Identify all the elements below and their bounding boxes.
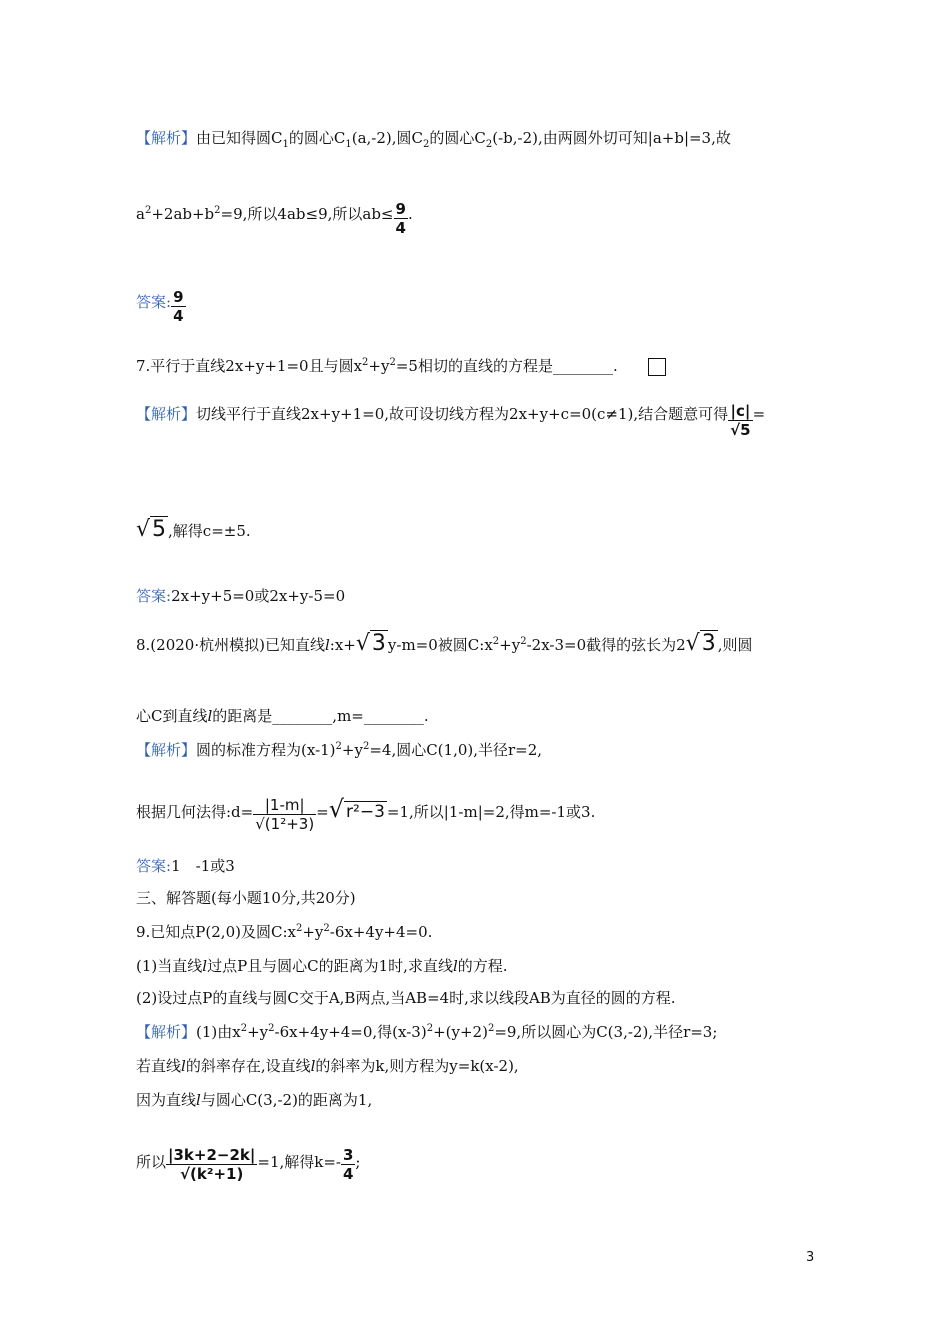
fraction: $\frac{3}{4}$ (342, 1146, 354, 1183)
question-9: 9.已知点P(2,0)及圆$C:x^2+y^2-6x+4y+4=0$. (136, 923, 433, 941)
sqrt-5: √5 (136, 517, 167, 542)
fraction: $\frac{9}{4}$ (395, 200, 406, 237)
answer-6: 答案: $\frac{9}{4}$ (136, 288, 184, 325)
page-number: 3 (806, 1250, 815, 1265)
fraction: $\frac{9}{4}$ (173, 288, 184, 325)
solution-9-line-4: 所以 $\frac{|3k+2-2k|}{\text{√(k²+1)}}$ =1,解得k=- $\frac{3}{4}$ ; (136, 1146, 361, 1183)
answer-7: 答案:2x+y+5=0或2x+y-5=0 (136, 587, 346, 605)
question-8-line-2: 心C到直线l的距离是________,m=________. (136, 707, 429, 725)
solution-7-line-1: 【解析】切线平行于直线2x+y+1=0,故可设切线方程为2x+y+c=0(c≠1),结合题意可得 $\frac{|c|}{√5}$ = (136, 402, 766, 439)
solution-9-line-1: 【解析】(1)由$x^2+y^2-6x+4y+4=0$,得$(x-3)^2+(y+2)^2=9$,所以圆心为C(3,-2),半径r=3; (136, 1023, 718, 1041)
question-7: 7.平行于直线2x+y+1=0且与圆$x^2+y^2=5$相切的直线的方程是________. (136, 356, 666, 376)
question-9-part-1: (1)当直线l过点P且与圆心C的距离为1时,求直线l的方程. (136, 957, 508, 975)
fraction: $\frac{|1-m|}{\text{√(1²+3)}}$ (255, 796, 315, 833)
answer-8: 答案:1 -1或3 (136, 857, 235, 875)
solution-6-line-2: $a^2+2ab+b^2=9$,所以4ab≤9,所以ab≤ $\frac{9}{4}$ . (136, 200, 413, 237)
fraction: $\frac{|3k+2-2k|}{\text{√(k²+1)}}$ (168, 1146, 256, 1183)
section-heading: 三、解答题(每小题10分,共20分) (136, 889, 356, 907)
checkbox-icon (648, 358, 666, 376)
solution-9-line-3: 因为直线l与圆心C(3,-2)的距离为1, (136, 1091, 373, 1109)
question-9-part-2: (2)设过点P的直线与圆C交于A,B两点,当AB=4时,求以线段AB为直径的圆的方程. (136, 989, 676, 1007)
fraction: $\frac{|c|}{√5}$ (730, 402, 751, 439)
question-8-line-1: 8.(2020·杭州模拟)已知直线l:x+√3 y-m=0被圆$C:x^2+y^2-2x-3=0$截得的弦长为2√3 ,则圆 (136, 631, 753, 656)
solution-7-line-2: √5 ,解得c=±5. (136, 517, 251, 542)
solution-6-line-1: 【解析】由已知得圆$C_1$的圆心$C_1(a,-2)$,圆$C_2$的圆心$C_2(-b,-2)$,由两圆外切可知|a+b|=3,故 (136, 129, 731, 150)
solution-9-line-2: 若直线l的斜率存在,设直线l的斜率为k,则方程为y=k(x-2), (136, 1057, 519, 1075)
solution-8-line-1: 【解析】圆的标准方程为$(x-1)^2+y^2=4$,圆心C(1,0),半径r=2, (136, 741, 543, 759)
solution-tag: 【解析】 (136, 129, 197, 147)
solution-8-line-2: 根据几何法得:d= $\frac{|1-m|}{\text{√(1²+3)}}$ =√ r²−3 =1,所以|1-m|=2,得m=-1或3. (136, 795, 596, 833)
